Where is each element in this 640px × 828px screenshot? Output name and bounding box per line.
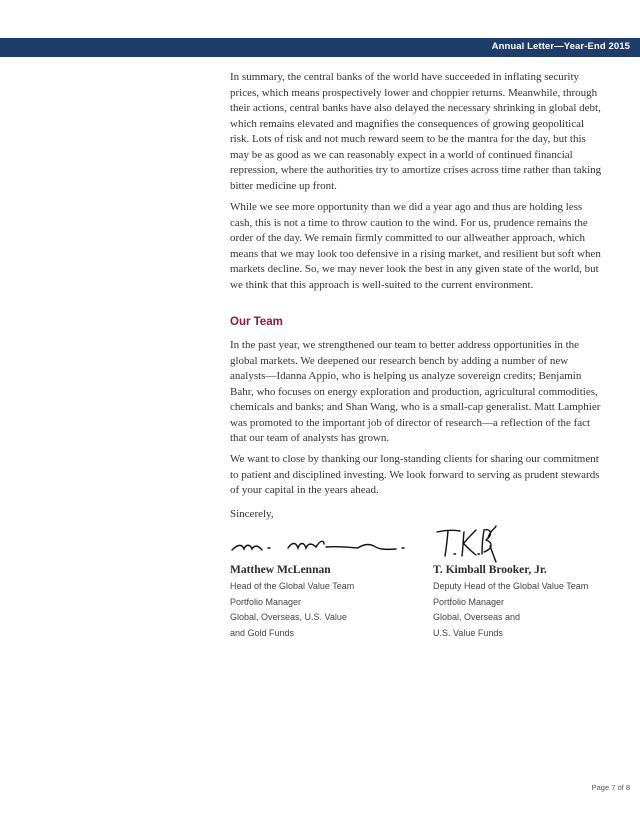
paragraph-opportunity: While we see more opportunity than we did a year ago and thus are holding less cash, this is not a time to throw caution to the wind. For us, prudence remains the order of the day. We remain firmly committed to our allweather approach, which means that we may look too defensive in a rising market, and resilient but soft when markets decline. So, we may never look the best in any given state of the world, but we think that this approach is well-suited to the current environment. xyxy=(230,201,601,291)
signer-title: Portfolio Manager xyxy=(230,596,302,607)
document-title: Annual Letter—Year-End 2015 xyxy=(491,41,630,52)
signer-title: Deputy Head of the Global Value Team xyxy=(433,581,589,591)
section-heading-our-team: Our Team xyxy=(230,316,283,328)
paragraph-summary: In summary, the central banks of the world have succeeded in inflating security prices, which means prospectively lower and choppier returns. Meanwhile, through their actions, central banks have also delayed the necessary shrinking in global debt, which remains elevated and magnifies the consequences of growing geopolitical risk. Lots of risk and not much reward seem to be the mantra for the day, but this may be as good as we can reasonably expect in a world of continued financial repression, where the authorities try to amortize crises across time rather than taking bitter medicine up front. xyxy=(230,71,602,192)
page-number: Page 7 of 8 xyxy=(591,783,630,792)
header-bar xyxy=(0,38,640,57)
signer-title: Portfolio Manager xyxy=(433,596,505,607)
closing-salutation: Sincerely, xyxy=(230,508,274,520)
signer-name: T. Kimball Brooker, Jr. xyxy=(433,564,547,576)
paragraph-team: In the past year, we strengthened our team to better address opportunities in the global markets. We deepened our research bench by adding a number of new analysts—Idanna Appio, who is helping us analyze sovereign credits; Benjamin Bahr, who focuses on energy exploration and production, agricultural commodities, chemicals and banks; and Shan Wang, who is a small-cap generalist. Matt Lamphier was promoted to the important job of director of research—a reflection of the fact that our team of analysts has grown. xyxy=(230,339,601,444)
signer-brooker xyxy=(433,564,623,641)
signer-mclennan xyxy=(230,564,430,641)
signature-brooker xyxy=(434,524,498,564)
signer-title: Global, Overseas and xyxy=(433,612,521,622)
signer-title: Head of the Global Value Team xyxy=(230,581,355,591)
signer-title: U.S. Value Funds xyxy=(433,627,503,638)
paragraph-thanks: We want to close by thanking our long-standing clients for sharing our commitment to patient and disciplined investing. We look forward to serving as prudent stewards of your capital in the years ahead. xyxy=(230,453,600,496)
signer-title: Global, Overseas, U.S. Value xyxy=(230,612,347,622)
signature-mclennan xyxy=(228,530,408,556)
signer-name: Matthew McLennan xyxy=(230,564,331,576)
signer-title: and Gold Funds xyxy=(230,627,295,638)
